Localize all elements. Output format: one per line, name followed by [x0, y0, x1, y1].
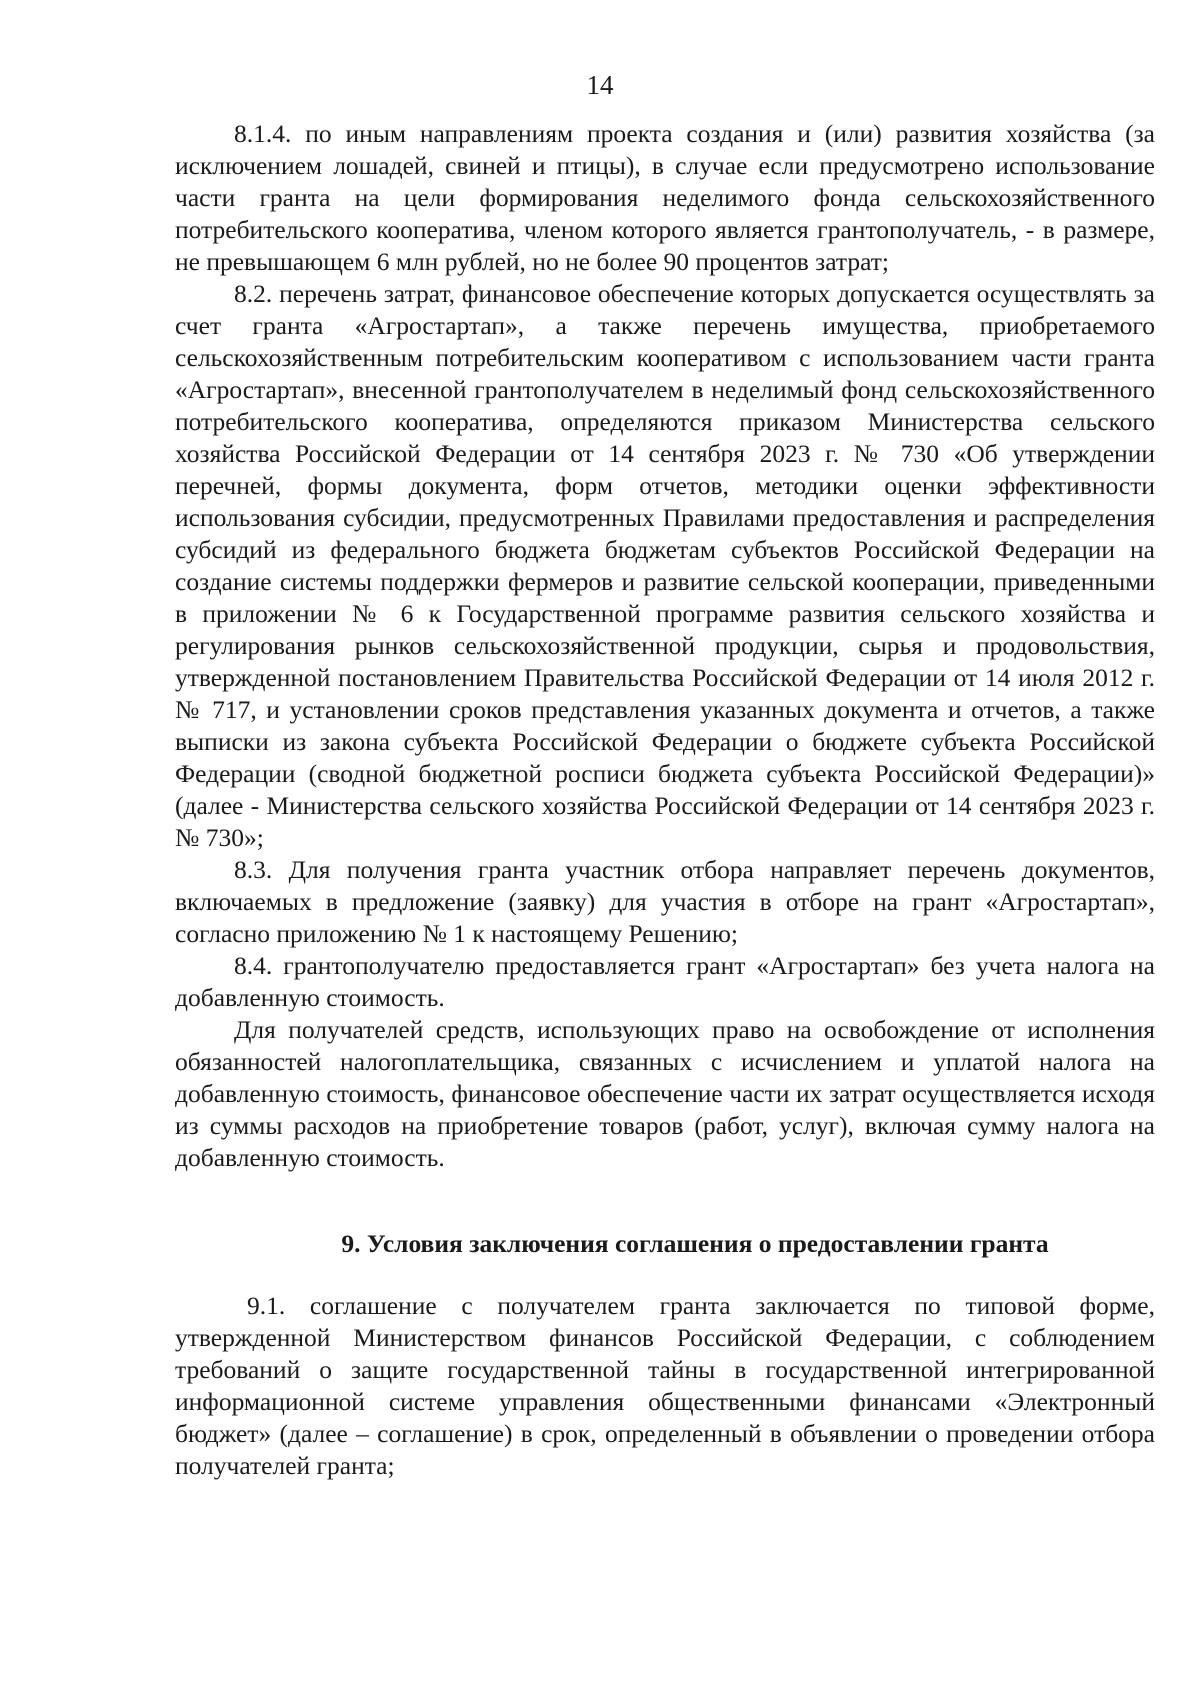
document-body — [175, 118, 1155, 1482]
paragraph-vat-recipients: Для получателей средств, использующих право на освобождение от исполнения обязанностей налогоплательщика, связанных с исчислением и уплатой налога на добавленную стоимость, финансовое обеспечение части их затрат осуществляется исходя из суммы расходов на приобретение товаров (работ, услуг), включая сумму налога на добавленную стоимость. — [175, 1015, 1155, 1172]
paragraph-8-2: 8.2. перечень затрат, финансовое обеспечение которых допускается осуществлять за счет гранта «Агростартап», а также перечень имущества, приобретаемого сельскохозяйственным потребительским кооперативом с использованием части гранта «Агростартап», внесенной грантополучателем в неделимый фонд сельскохозяйственного потребительского кооператива, определяются приказом Министерства сельского хозяйства Российской Федерации от 14 сентября 2023 г. № 730 «Об утверждении перечней, формы документа, форм отчетов, методики оценки эффективности использования субсидии, предусмотренных Правилами предоставления и распределения субсидий из федерального бюджета бюджетам субъектов Российской Федерации на создание системы поддержки фермеров и развитие сельской кооперации, приведенными в приложении № 6 к Государственной программе развития сельского хозяйства и регулирования рынков сельскохозяйственной продукции, сырья и продовольствия, утвержденной постановлением Правительства Российской Федерации от 14 июля 2012 г. № 717, и установлении сроков представления указанных документа и отчетов, а также выписки из закона субъекта Российской Федерации о бюджете субъекта Российской Федерации (сводной бюджетной росписи бюджета субъекта Российской Федерации)» (далее - Министерства сельского хозяйства Российской Федерации от 14 сентября 2023 г. № 730»; — [175, 279, 1155, 852]
paragraph-8-4: 8.4. грантополучателю предоставляется грант «Агростартап» без учета налога на добавленную стоимость. — [175, 951, 1155, 1012]
page-number: 14 — [586, 70, 614, 100]
section-heading: 9. Условия заключения соглашения о предоставлении гранта — [341, 1229, 1049, 1258]
paragraph-9-1: 9.1. соглашение с получателем гранта заключается по типовой форме, утвержденной Министерством финансов Российской Федерации, с соблюдением требований о защите государственной тайны в государственной интегрированной информационной системе управления общественными финансами «Электронный бюджет» (далее – соглашение) в срок, определенный в объявлении о проведении отбора получателей гранта; — [175, 1291, 1155, 1480]
paragraph-8-3: 8.3. Для получения гранта участник отбора направляет перечень документов, включаемых в предложение (заявку) для участия в отборе на грант «Агростартап», согласно приложению № 1 к настоящему Решению; — [175, 855, 1155, 948]
paragraph-8-1-4: 8.1.4. по иным направлениям проекта создания и (или) развития хозяйства (за исключением лошадей, свиней и птицы), в случае если предусмотрено использование части гранта на цели формирования неделимого фонда сельскохозяйственного потребительского кооператива, членом которого является грантополучатель, - в размере, не превышающем 6 млн рублей, но не более 90 процентов затрат; — [175, 119, 1155, 276]
